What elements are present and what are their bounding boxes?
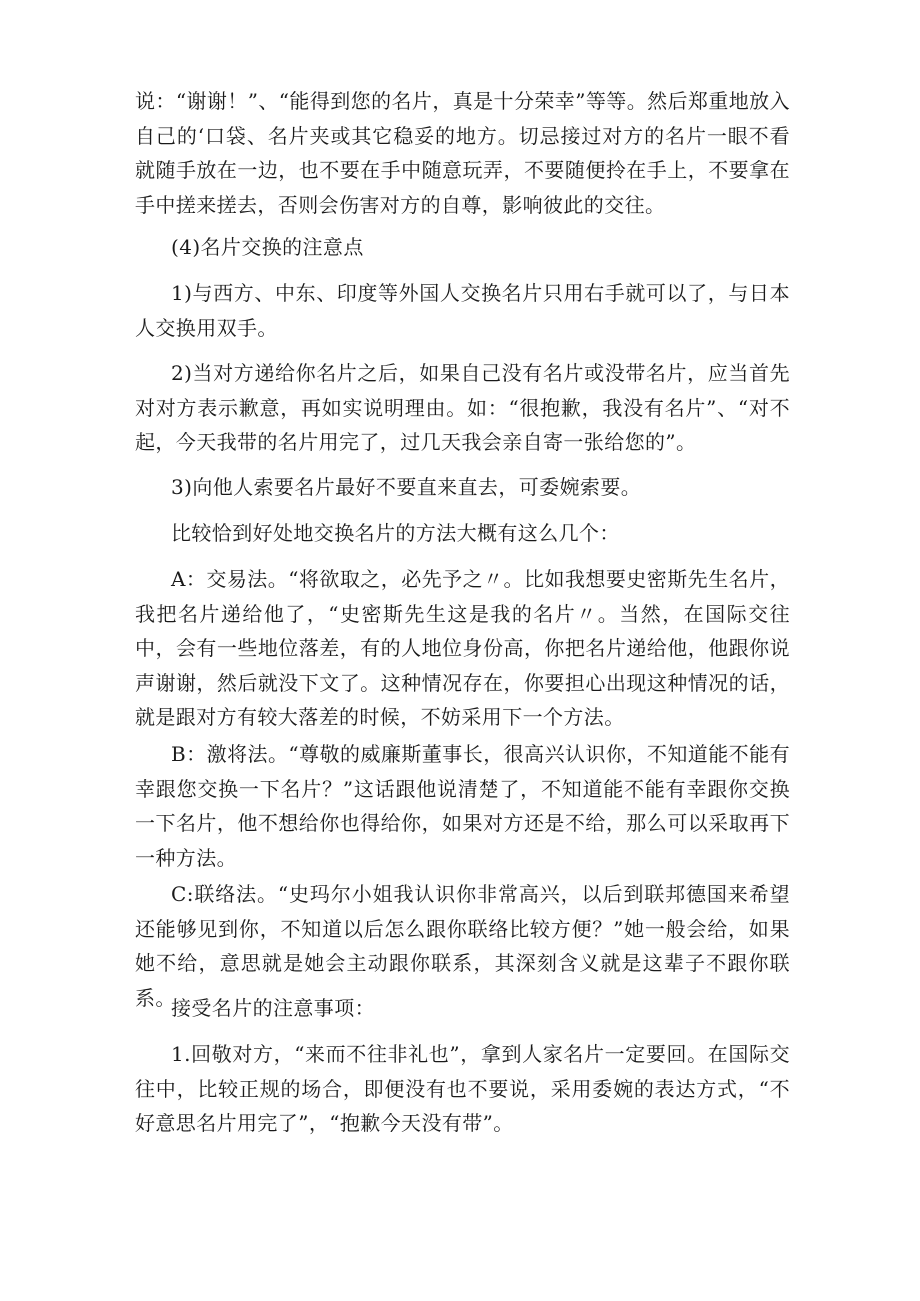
paragraph-method-c: C:联络法。“史玛尔小姐我认识你非常高兴，以后到联邦德国来希望还能够见到你，不知道以后怎么跟你联络比较方便？”她一般会给，如果她不给，意思就是她会主动跟你联系，其深刻含义就是这辈子不跟你联系。 — [135, 882, 790, 1010]
paragraph-receiving-heading: 接受名片的注意事项： — [171, 996, 375, 1020]
paragraph-methods-intro: 比较恰到好处地交换名片的方法大概有这么几个： — [171, 521, 620, 545]
paragraph-heading-card-exchange: (4)名片交换的注意点 — [171, 235, 364, 259]
paragraph-method-a: A：交易法。“将欲取之，必先予之〃。比如我想要史密斯先生名片，我把名片递给他了，“史密斯先生这是我的名片〃。当然，在国际交往中，会有一些地位落差，有的人地位身份高，你把名片递给他，他跟你说声谢谢，然后就没下文了。这种情况存在，你要担心出现这种情况的话，就是跟对方有较大落差的时候，不妨采用下一个方法。 — [135, 567, 790, 729]
paragraph-receiving-point-1: 1.回敬对方，“来而不往非礼也”，拿到人家名片一定要回。在国际交往中，比较正规的场合，即便没有也不要说，采用委婉的表达方式，“不好意思名片用完了”，“抱歉今天没有带”。 — [135, 1042, 790, 1135]
paragraph-point-1: 1)与西方、中东、印度等外国人交换名片只用右手就可以了，与日本人交换用双手。 — [135, 281, 790, 340]
paragraph-continuation: 说：“谢谢！”、“能得到您的名片，真是十分荣幸”等等。然后郑重地放入自己的‘口袋、名片夹或其它稳妥的地方。切忌接过对方的名片一眼不看就随手放在一边，也不要在手中随意玩弄，不要随便拎在手上，不要拿在手中搓来搓去，否则会伤害对方的自尊，影响彼此的交往。 — [135, 89, 790, 217]
paragraph-point-3: 3)向他人索要名片最好不要直来直去，可委婉索要。 — [171, 475, 642, 499]
paragraph-method-b: B：激将法。“尊敬的威廉斯董事长，很高兴认识你，不知道能不能有幸跟您交换一下名片？”这话跟他说清楚了，不知道能不能有幸跟你交换一下名片，他不想给你也得给你，如果对方还是不给，那么可以采取再下一种方法。 — [135, 742, 790, 870]
paragraph-point-2: 2)当对方递给你名片之后，如果自己没有名片或没带名片，应当首先对对方表示歉意，再如实说明理由。如：“很抱歉，我没有名片”、“对不起，今天我带的名片用完了，过几天我会亲自寄一张给您的”。 — [135, 361, 790, 454]
